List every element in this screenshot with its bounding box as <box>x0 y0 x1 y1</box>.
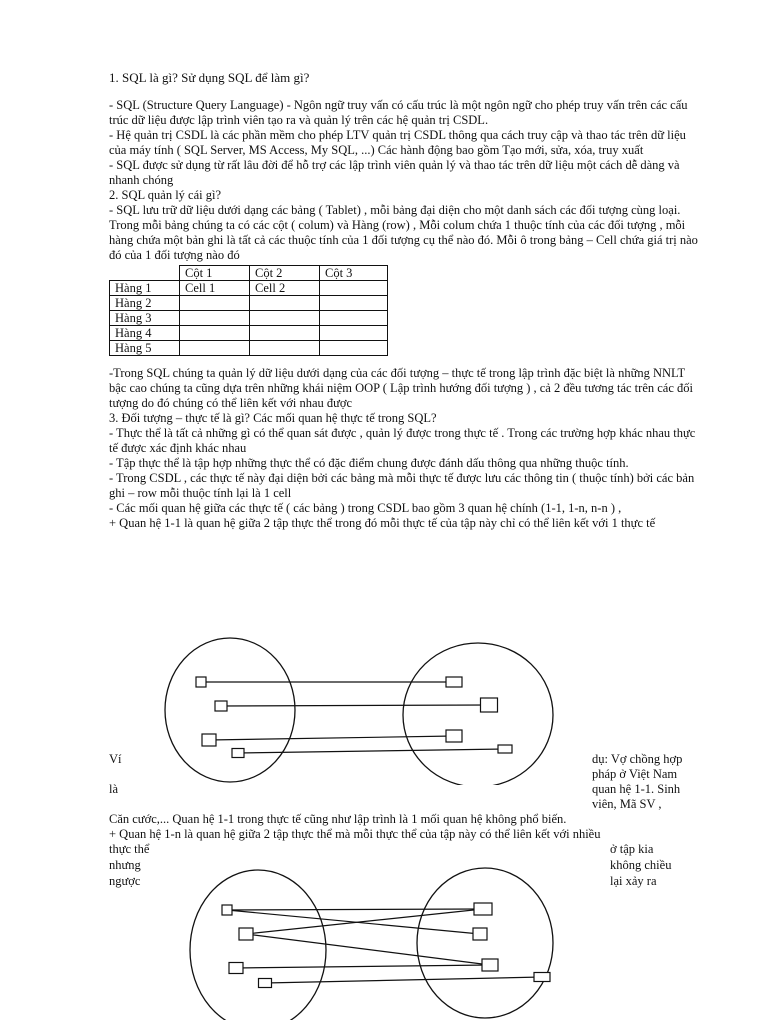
example-text-left: Ví <box>109 752 122 766</box>
paragraph: + Quan hệ 1-n là quan hệ giữa 2 tập thực thể mà mỗi thực thể của tập này có thể liên kết với nhiều <box>109 827 601 841</box>
table-cell <box>320 281 388 296</box>
entity-set-right <box>403 643 553 785</box>
table-row-label: Hàng 4 <box>110 326 180 341</box>
example-text-right: quan hệ 1-1. Sinh <box>592 782 681 796</box>
wrap-text-left: ngược <box>109 874 141 888</box>
example-text-right: viên, Mã SV , <box>592 797 662 811</box>
paragraph: - Các mối quan hệ giữa các thực tế ( các bảng ) trong CSDL bao gồm 3 quan hệ chính (1-1, 1-n, n-n ) , <box>109 501 622 515</box>
entity-box-left <box>215 701 227 711</box>
relationship-link <box>236 965 490 968</box>
paragraph: -Trong SQL chúng ta quản lý dữ liệu dưới dạng của các đối tượng – thực tế trong lập trình đặc biệt là những NNLT bậc cao chúng ta cũng dựa trên những khái niệm OOP ( Lập trình hướng đối tượng ) , cả 2 đều tương tác trên các đối tượng do đó chúng có thể liên kết với nhau được <box>109 366 693 410</box>
entity-box-right <box>498 745 512 753</box>
table-header-cell: Cột 3 <box>320 266 388 281</box>
table-cell <box>180 296 250 311</box>
table-cell <box>110 266 180 281</box>
table-cell <box>320 341 388 356</box>
section-heading-1: 1. SQL là gì? Sử dụng SQL để làm gì? <box>109 70 310 85</box>
paragraph: + Quan hệ 1-1 là quan hệ giữa 2 tập thực thể trong đó mỗi thực tế của tập này chỉ có thể liên kết với 1 thực tế <box>109 516 656 530</box>
entity-box-right <box>534 973 550 982</box>
table-row-label: Hàng 3 <box>110 311 180 326</box>
relationship-link <box>265 977 542 983</box>
table-row-label: Hàng 1 <box>110 281 180 296</box>
section-heading-3: 3. Đối tượng – thực tế là gì? Các mối quan hệ thực tế trong SQL? <box>109 411 437 425</box>
table-cell <box>180 341 250 356</box>
relationship-link <box>221 705 489 706</box>
entity-box-left <box>196 677 206 687</box>
table-cell <box>250 311 320 326</box>
example-table <box>109 265 388 356</box>
table-row <box>110 296 388 311</box>
wrap-text-right: không chiều <box>610 858 672 872</box>
example-text-left: là <box>109 782 119 796</box>
table-row-label: Hàng 5 <box>110 341 180 356</box>
paragraph: - SQL được sử dụng từ rất lâu đời để hỗ trợ các lập trình viên quản lý và thao tác trên dữ liệu một cách dễ dàng và nhanh chóng <box>109 158 680 187</box>
table-cell: Cell 2 <box>250 281 320 296</box>
paragraph: - SQL (Structure Query Language) - Ngôn ngữ truy vấn có cấu trúc là một ngôn ngữ cho phép truy vấn trên các cấu trúc dữ liệu được lập trình viên tạo ra và quản lý trên các hệ quản trị CSDL. <box>109 98 688 127</box>
relationship-link <box>209 736 454 740</box>
table-cell <box>320 326 388 341</box>
table-cell <box>320 311 388 326</box>
table-cell <box>250 341 320 356</box>
paragraph: Căn cước,... Quan hệ 1-1 trong thực tế cũng như lập trình là 1 mối quan hệ không phổ biến. <box>109 812 567 826</box>
example-text-right: dụ: Vợ chồng hợp <box>592 752 683 766</box>
table-cell <box>320 296 388 311</box>
entity-box-left <box>202 734 216 746</box>
wrap-text-right: ở tập kia <box>610 842 654 856</box>
table-cell <box>250 326 320 341</box>
table-row <box>110 326 388 341</box>
entity-box-right <box>446 730 462 742</box>
entity-box-left <box>232 749 244 758</box>
entity-box-right <box>446 677 462 687</box>
entity-box-right <box>473 928 487 940</box>
table-header-cell: Cột 1 <box>180 266 250 281</box>
entity-box-left <box>222 905 232 915</box>
relationship-link <box>246 909 483 934</box>
wrap-text-left: nhưng <box>109 858 141 872</box>
entity-box-right <box>481 698 498 712</box>
entity-box-left <box>239 928 253 940</box>
entity-set-left <box>165 638 295 782</box>
paragraph: - Trong CSDL , các thực tế này đại diện bởi các bảng mà mỗi thực tế được lưu các thông tin ( thuộc tính) bởi các bản ghi – row mỗi thuộc tính lại là 1 cell <box>109 471 695 500</box>
table-header-cell: Cột 2 <box>250 266 320 281</box>
entity-box-right <box>482 959 498 971</box>
example-text-right: pháp ở Việt Nam <box>592 767 678 781</box>
table-row <box>110 311 388 326</box>
document-page <box>109 70 699 531</box>
table-cell: Cell 1 <box>180 281 250 296</box>
paragraph: - Tập thực thể là tập hợp những thực thể có đặc điểm chung được đánh dấu thông qua những thuộc tính. <box>109 456 629 470</box>
relationship-link <box>246 934 490 965</box>
one-to-many-diagram <box>180 855 580 1020</box>
table-cell <box>180 311 250 326</box>
table-cell <box>250 296 320 311</box>
entity-box-left <box>259 979 272 988</box>
relationship-link <box>227 909 483 910</box>
paragraph: - Hệ quản trị CSDL là các phần mềm cho phép LTV quản trị CSDL thông qua cách truy cập và thao tác trên dữ liệu của máy tính ( SQL Server, MS Access, My SQL, ...) Các hành động bao gồm Tạo mới, sửa, xóa, truy xuất <box>109 128 686 157</box>
entity-box-right <box>474 903 492 915</box>
relationship-link <box>238 749 505 753</box>
table-cell <box>180 326 250 341</box>
wrap-text-right: lại xảy ra <box>610 874 657 888</box>
table-row <box>110 281 388 296</box>
one-to-one-diagram <box>160 635 560 785</box>
paragraph: - Thực thể là tất cả những gì có thể quan sát được , quản lý được trong thực tế . Trong các trường hợp khác nhau thực tế được xác định khác nhau <box>109 426 696 455</box>
section-heading-2: 2. SQL quản lý cái gì? <box>109 188 222 202</box>
wrap-text-left: thực thể <box>109 842 150 856</box>
table-row-label: Hàng 2 <box>110 296 180 311</box>
paragraph: - SQL lưu trữ dữ liệu dưới dạng các bảng ( Tablet) , mỗi bảng đại diện cho một danh sách các đối tượng cùng loại. Trong mỗi bảng chúng ta có các cột ( colum) và Hàng (row) , Mỗi colum chứa 1 thuộc tính của các đối tượng , mỗi hàng chứa một bản ghi là tất cả các thuộc tính của 1 đối tượng cụ thể nào đó. Mỗi ô trong bảng – Cell chứa giá trị nào đó của 1 đối tượng nào đó <box>109 203 698 262</box>
entity-box-left <box>229 963 243 974</box>
table-header-row <box>110 266 388 281</box>
table-row <box>110 341 388 356</box>
entity-set-left <box>190 870 326 1020</box>
entity-set-right <box>417 868 553 1018</box>
